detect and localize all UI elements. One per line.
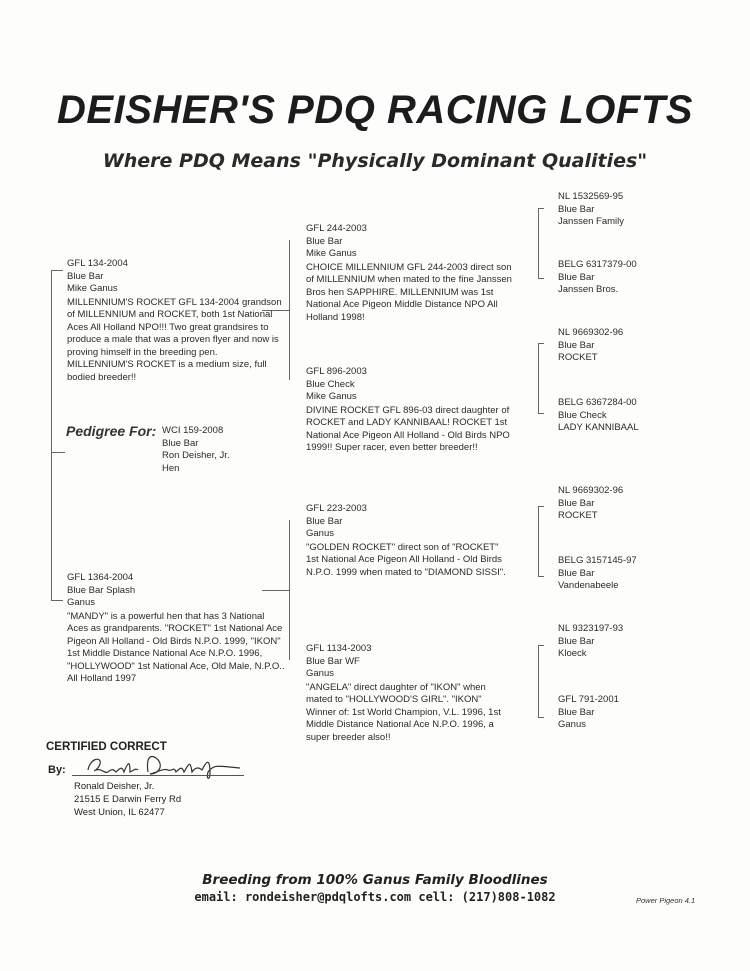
- grandparent-band: GFL 1134-2003: [306, 643, 372, 654]
- ggp-name: Janssen Bros.: [558, 284, 619, 295]
- ggp-color: Blue Bar: [558, 497, 595, 509]
- page-title: DEISHER'S PDQ RACING LOFTS: [57, 88, 693, 132]
- subject-sex: Hen: [162, 462, 180, 474]
- ggp-band: NL 9669302-96: [558, 485, 624, 496]
- ggp-color: Blue Bar: [558, 203, 595, 215]
- sire-band: GFL 134-2004: [67, 258, 128, 269]
- bracket-line: [538, 208, 544, 209]
- sire-entry: [67, 258, 285, 384]
- bracket-line: [538, 506, 539, 576]
- grandparent-color: Blue Check: [306, 378, 355, 390]
- signature: [84, 748, 244, 782]
- ggp-name: Kloeck: [558, 648, 587, 659]
- bracket-line: [51, 600, 63, 601]
- bracket-line: [538, 506, 544, 507]
- great-grandparent-entry: [558, 259, 637, 297]
- software-credit: Power Pigeon 4.1: [636, 896, 696, 905]
- bracket-line: [538, 343, 539, 413]
- ggp-color: Blue Bar: [558, 567, 595, 579]
- ggp-color: Blue Bar: [558, 635, 595, 647]
- great-grandparent-entry: [558, 397, 639, 435]
- bracket-line: [289, 240, 290, 380]
- bracket-line: [538, 413, 544, 414]
- grandparent-description: "GOLDEN ROCKET" direct son of "ROCKET" 1st National Ace Pigeon All Holland - Old Birds N.P.O. 1999 when mated to "DIAMOND SISSI".: [306, 541, 506, 578]
- signature-line: [72, 775, 244, 776]
- sire-description: MILLENNIUM'S ROCKET GFL 134-2004 grandson of MILLENNIUM and ROCKET, both 1st National Aces All Holland NPO!!! Two great grandsires to produce a male that was a proven flyer and now is proving himself in the breeding pen. MILLENNIUM'S ROCKET is a medium size, full bodied breeder!!: [67, 296, 282, 383]
- grandparent-owner: Ganus: [306, 668, 334, 679]
- ggp-color: Blue Check: [558, 409, 607, 421]
- bracket-line: [538, 645, 544, 646]
- dam-description: "MANDY" is a powerful hen that has 3 National Aces as grandparents. "ROCKET" 1st National Ace Pigeon All Holland - Old Birds N.P.O. 1999, "IKON" 1st Middle Distance National Ace N.P.O. 1996, "HOLLYWOOD" 1st National Ace, Old Male, N.P.O.. All Holland 1997: [67, 610, 285, 684]
- bracket-line: [51, 270, 52, 600]
- ggp-name: ROCKET: [558, 510, 598, 521]
- subject-color: Blue Bar: [162, 437, 199, 449]
- sire-owner: Mike Ganus: [67, 283, 118, 294]
- grandparent-owner: Mike Ganus: [306, 248, 357, 259]
- great-grandparent-entry: [558, 694, 619, 732]
- ggp-name: ROCKET: [558, 352, 598, 363]
- footer-contact: email: rondeisher@pdqlofts.com cell: (217)808-1082: [194, 890, 556, 904]
- owner-address-line1: 21515 E Darwin Ferry Rd: [74, 794, 182, 805]
- bracket-line: [51, 452, 65, 453]
- bracket-line: [538, 576, 544, 577]
- grandparent-owner: Mike Ganus: [306, 391, 357, 402]
- ggp-band: NL 9669302-96: [558, 327, 624, 338]
- grandparent-band: GFL 223-2003: [306, 503, 367, 514]
- pedigree-for-label: Pedigree For:: [66, 423, 157, 439]
- dam-band: GFL 1364-2004: [67, 572, 134, 583]
- dam-color: Blue Bar Splash: [67, 584, 136, 596]
- bracket-line: [538, 343, 544, 344]
- grandparent-description: DIVINE ROCKET GFL 896-03 direct daughter of ROCKET and LADY KANNIBAAL! ROCKET 1st National Ace Pigeon All Holland - Old Birds NPO 1999!! Super racer, even better breeder!!: [306, 404, 510, 453]
- ggp-name: Vandenabeele: [558, 580, 619, 591]
- dam-entry: [67, 572, 285, 686]
- owner-address-line2: West Union, IL 62477: [74, 807, 165, 818]
- ggp-band: NL 9323197-93: [558, 623, 624, 634]
- owner-address: [74, 780, 181, 819]
- grandparent-description: CHOICE MILLENNIUM GFL 244-2003 direct son of MILLENNIUM when mated to the fine Janssen Bros hen SAPPHIRE. MILLENNIUM was 1st National Ace Pigeon Middle Distance NPO All Holland 1998!: [306, 261, 512, 323]
- ggp-color: Blue Bar: [558, 271, 595, 283]
- grandparent-band: GFL 244-2003: [306, 223, 367, 234]
- grandparent-entry: [306, 503, 512, 579]
- page-subtitle: Where PDQ Means "Physically Dominant Qualities": [102, 150, 648, 172]
- grandparent-entry: [306, 643, 512, 744]
- grandparent-entry: [306, 366, 512, 455]
- subject-owner: Ron Deisher, Jr.: [162, 450, 230, 461]
- ggp-band: NL 1532569-95: [558, 191, 624, 202]
- bracket-line: [538, 645, 539, 717]
- great-grandparent-entry: [558, 623, 623, 661]
- great-grandparent-entry: [558, 485, 623, 523]
- owner-name: Ronald Deisher, Jr.: [74, 781, 155, 792]
- grandparent-entry: [306, 223, 512, 324]
- grandparent-description: "ANGELA" direct daughter of "IKON" when mated to "HOLLYWOOD'S GIRL". "IKON" Winner of: 1st World Champion, V.L. 1996, 1st Middle Distance National Ace N.P.O. 1996, a super breeder also!!: [306, 681, 501, 743]
- ggp-color: Blue Bar: [558, 339, 595, 351]
- bracket-line: [51, 270, 63, 271]
- ggp-name: LADY KANNIBAAL: [558, 422, 639, 433]
- subject-band: WCI 159-2008: [162, 425, 224, 436]
- ggp-band: BELG 6317379-00: [558, 259, 637, 270]
- ggp-name: Janssen Family: [558, 216, 624, 227]
- bracket-line: [289, 520, 290, 660]
- subject-entry: [162, 425, 230, 475]
- great-grandparent-entry: [558, 191, 624, 229]
- great-grandparent-entry: [558, 555, 637, 593]
- ggp-name: Ganus: [558, 719, 586, 730]
- grandparent-owner: Ganus: [306, 528, 334, 539]
- grandparent-color: Blue Bar: [306, 235, 343, 247]
- bracket-line: [538, 278, 544, 279]
- certified-correct-label: CERTIFIED CORRECT: [46, 741, 167, 753]
- bracket-line: [538, 717, 544, 718]
- bracket-line: [538, 208, 539, 278]
- great-grandparent-entry: [558, 327, 623, 365]
- grandparent-band: GFL 896-2003: [306, 366, 367, 377]
- sire-color: Blue Bar: [67, 270, 104, 282]
- ggp-band: BELG 3157145-97: [558, 555, 637, 566]
- footer-tagline: Breeding from 100% Ganus Family Bloodlines: [202, 872, 548, 888]
- dam-owner: Ganus: [67, 597, 95, 608]
- ggp-band: BELG 6367284-00: [558, 397, 637, 408]
- grandparent-color: Blue Bar WF: [306, 655, 360, 667]
- ggp-band: GFL 791-2001: [558, 694, 619, 705]
- by-label: By:: [48, 764, 66, 776]
- ggp-color: Blue Bar: [558, 706, 595, 718]
- grandparent-color: Blue Bar: [306, 515, 343, 527]
